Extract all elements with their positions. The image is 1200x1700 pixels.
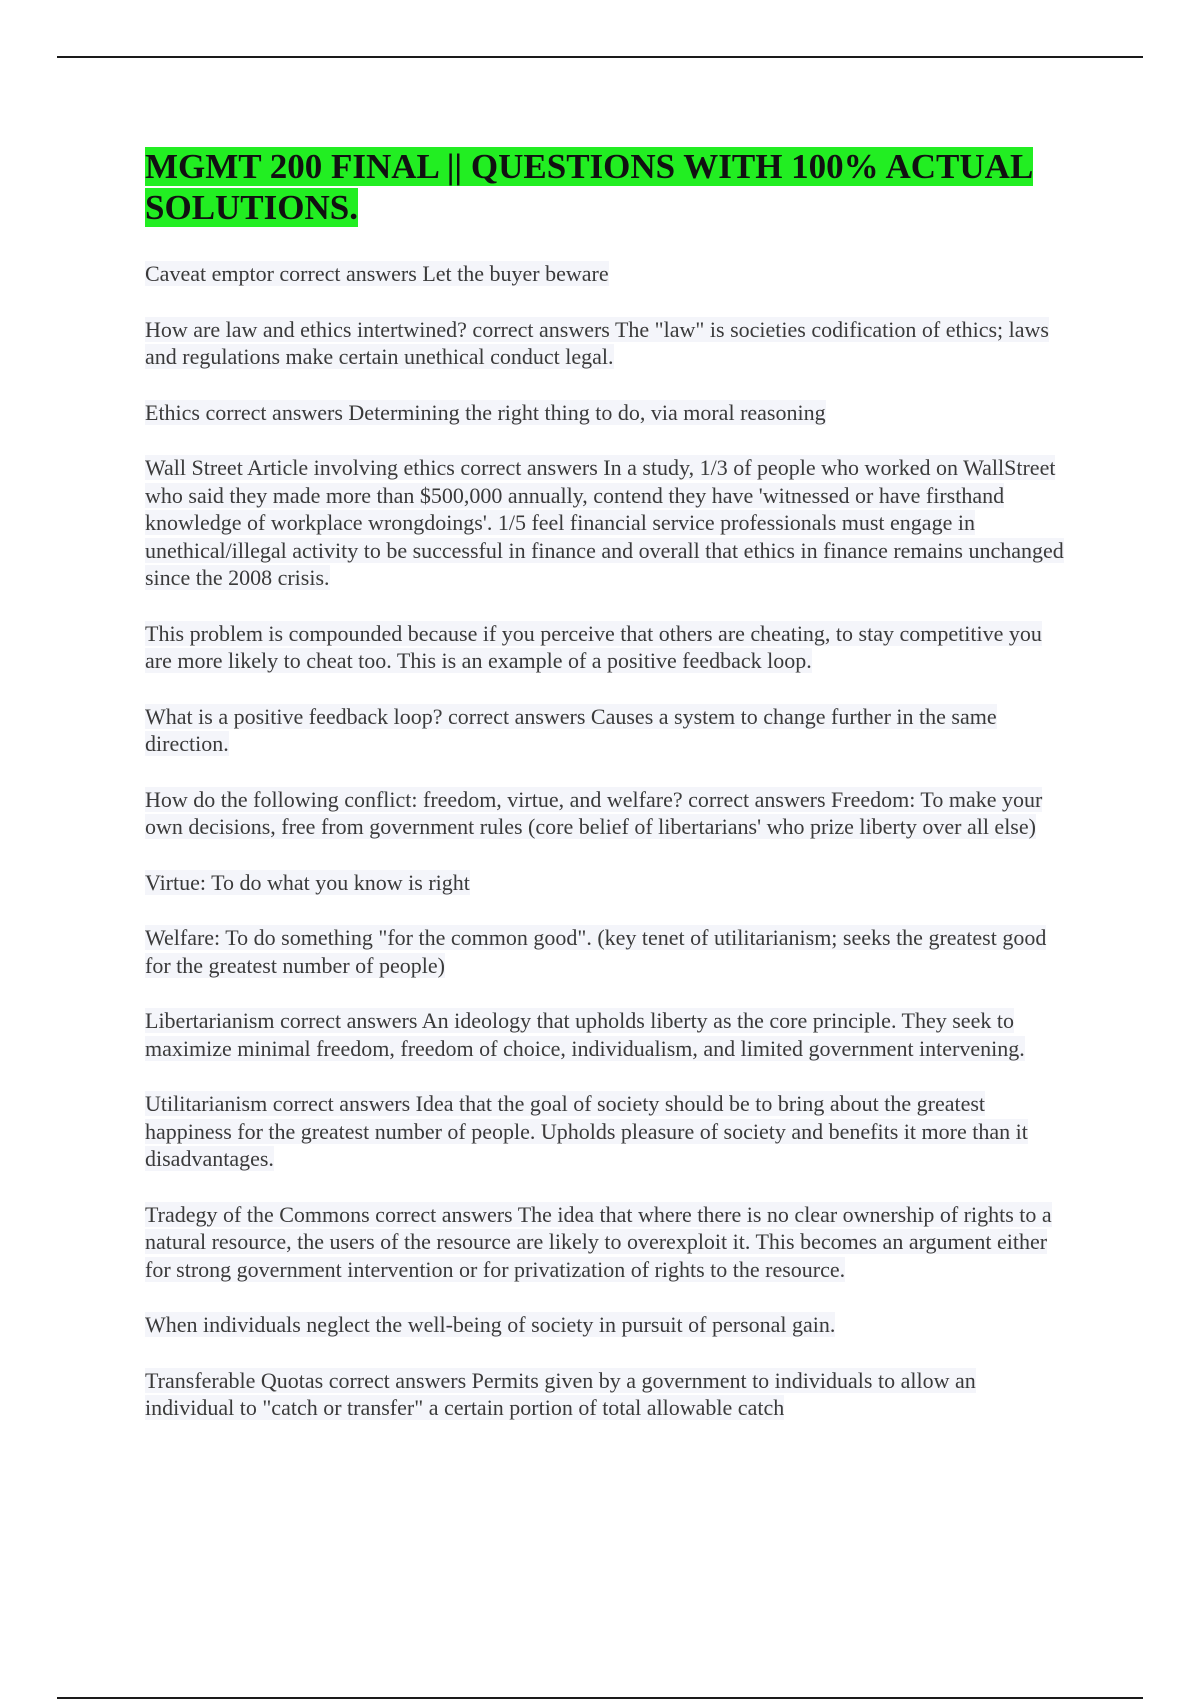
paragraph-welfare: Welfare: To do something "for the common good". (key tenet of utilitarianism; seeks the greatest good for the greatest number of people): [145, 925, 1047, 978]
paragraph-neglect-society: When individuals neglect the well-being of society in pursuit of personal gain.: [145, 1312, 836, 1337]
paragraph-transferable-quotas: Transferable Quotas correct answers Permits given by a government to individuals to allow an individual to "catch or transfer" a certain portion of total allowable catch: [145, 1367, 976, 1420]
paragraph-wall-street-article: Wall Street Article involving ethics correct answers In a study, 1/3 of people who worked on WallStreet who said they made more than $500,000 annually, contend they have 'witnessed or have firsthand knowledge of workplace wrongdoings'. 1/5 feel financial service professionals must engage in unethical/illegal activity to be successful in finance and overall that ethics in finance remains unchanged since the 2008 crisis.: [145, 455, 1064, 590]
paragraph-compounded-problem: This problem is compounded because if you perceive that others are cheating, to stay competitive you are more likely to cheat too. This is an example of a positive feedback loop.: [145, 620, 1042, 673]
paragraph-libertarianism: Libertarianism correct answers An ideology that upholds liberty as the core principle. They seek to maximize minimal freedom, freedom of choice, individualism, and limited government intervening.: [145, 1008, 1025, 1061]
paragraph-caveat-emptor: Caveat emptor correct answers Let the buyer beware: [145, 261, 609, 286]
paragraph-virtue: Virtue: To do what you know is right: [145, 869, 470, 895]
paragraph-positive-feedback-loop: What is a positive feedback loop? correct answers Causes a system to change further in the same direction.: [145, 703, 997, 756]
paragraph-freedom-virtue-welfare: How do the following conflict: freedom, virtue, and welfare? correct answers Freedom: To make your own decisions, free from government rules (core belief of libertarians' who prize liberty over all else): [145, 786, 1043, 839]
top-rule: [57, 56, 1143, 58]
paragraph-tragedy-of-commons: Tradegy of the Commons correct answers The idea that where there is no clear ownership of rights to a natural resource, the users of the resource are likely to overexploit it. This becomes an argument either for strong government intervention or for privatization of rights to the resource.: [145, 1201, 1052, 1282]
paragraph-utilitarianism: Utilitarianism correct answers Idea that the goal of society should be to bring about the greatest happiness for the greatest number of people. Upholds pleasure of society and benefits it more than it disadvantages.: [145, 1091, 1028, 1171]
bottom-rule: [57, 1697, 1143, 1699]
paragraph-law-and-ethics: How are law and ethics intertwined? correct answers The "law" is societies codification of ethics; laws and regulations make certain unethical conduct legal.: [145, 316, 1049, 369]
document-body: [145, 146, 1065, 1450]
document-title-text: MGMT 200 FINAL || QUESTIONS WITH 100% ACTUAL SOLUTIONS.: [145, 147, 1034, 227]
document-title: [145, 146, 1065, 228]
paragraph-ethics: Ethics correct answers Determining the right thing to do, via moral reasoning: [145, 399, 826, 425]
